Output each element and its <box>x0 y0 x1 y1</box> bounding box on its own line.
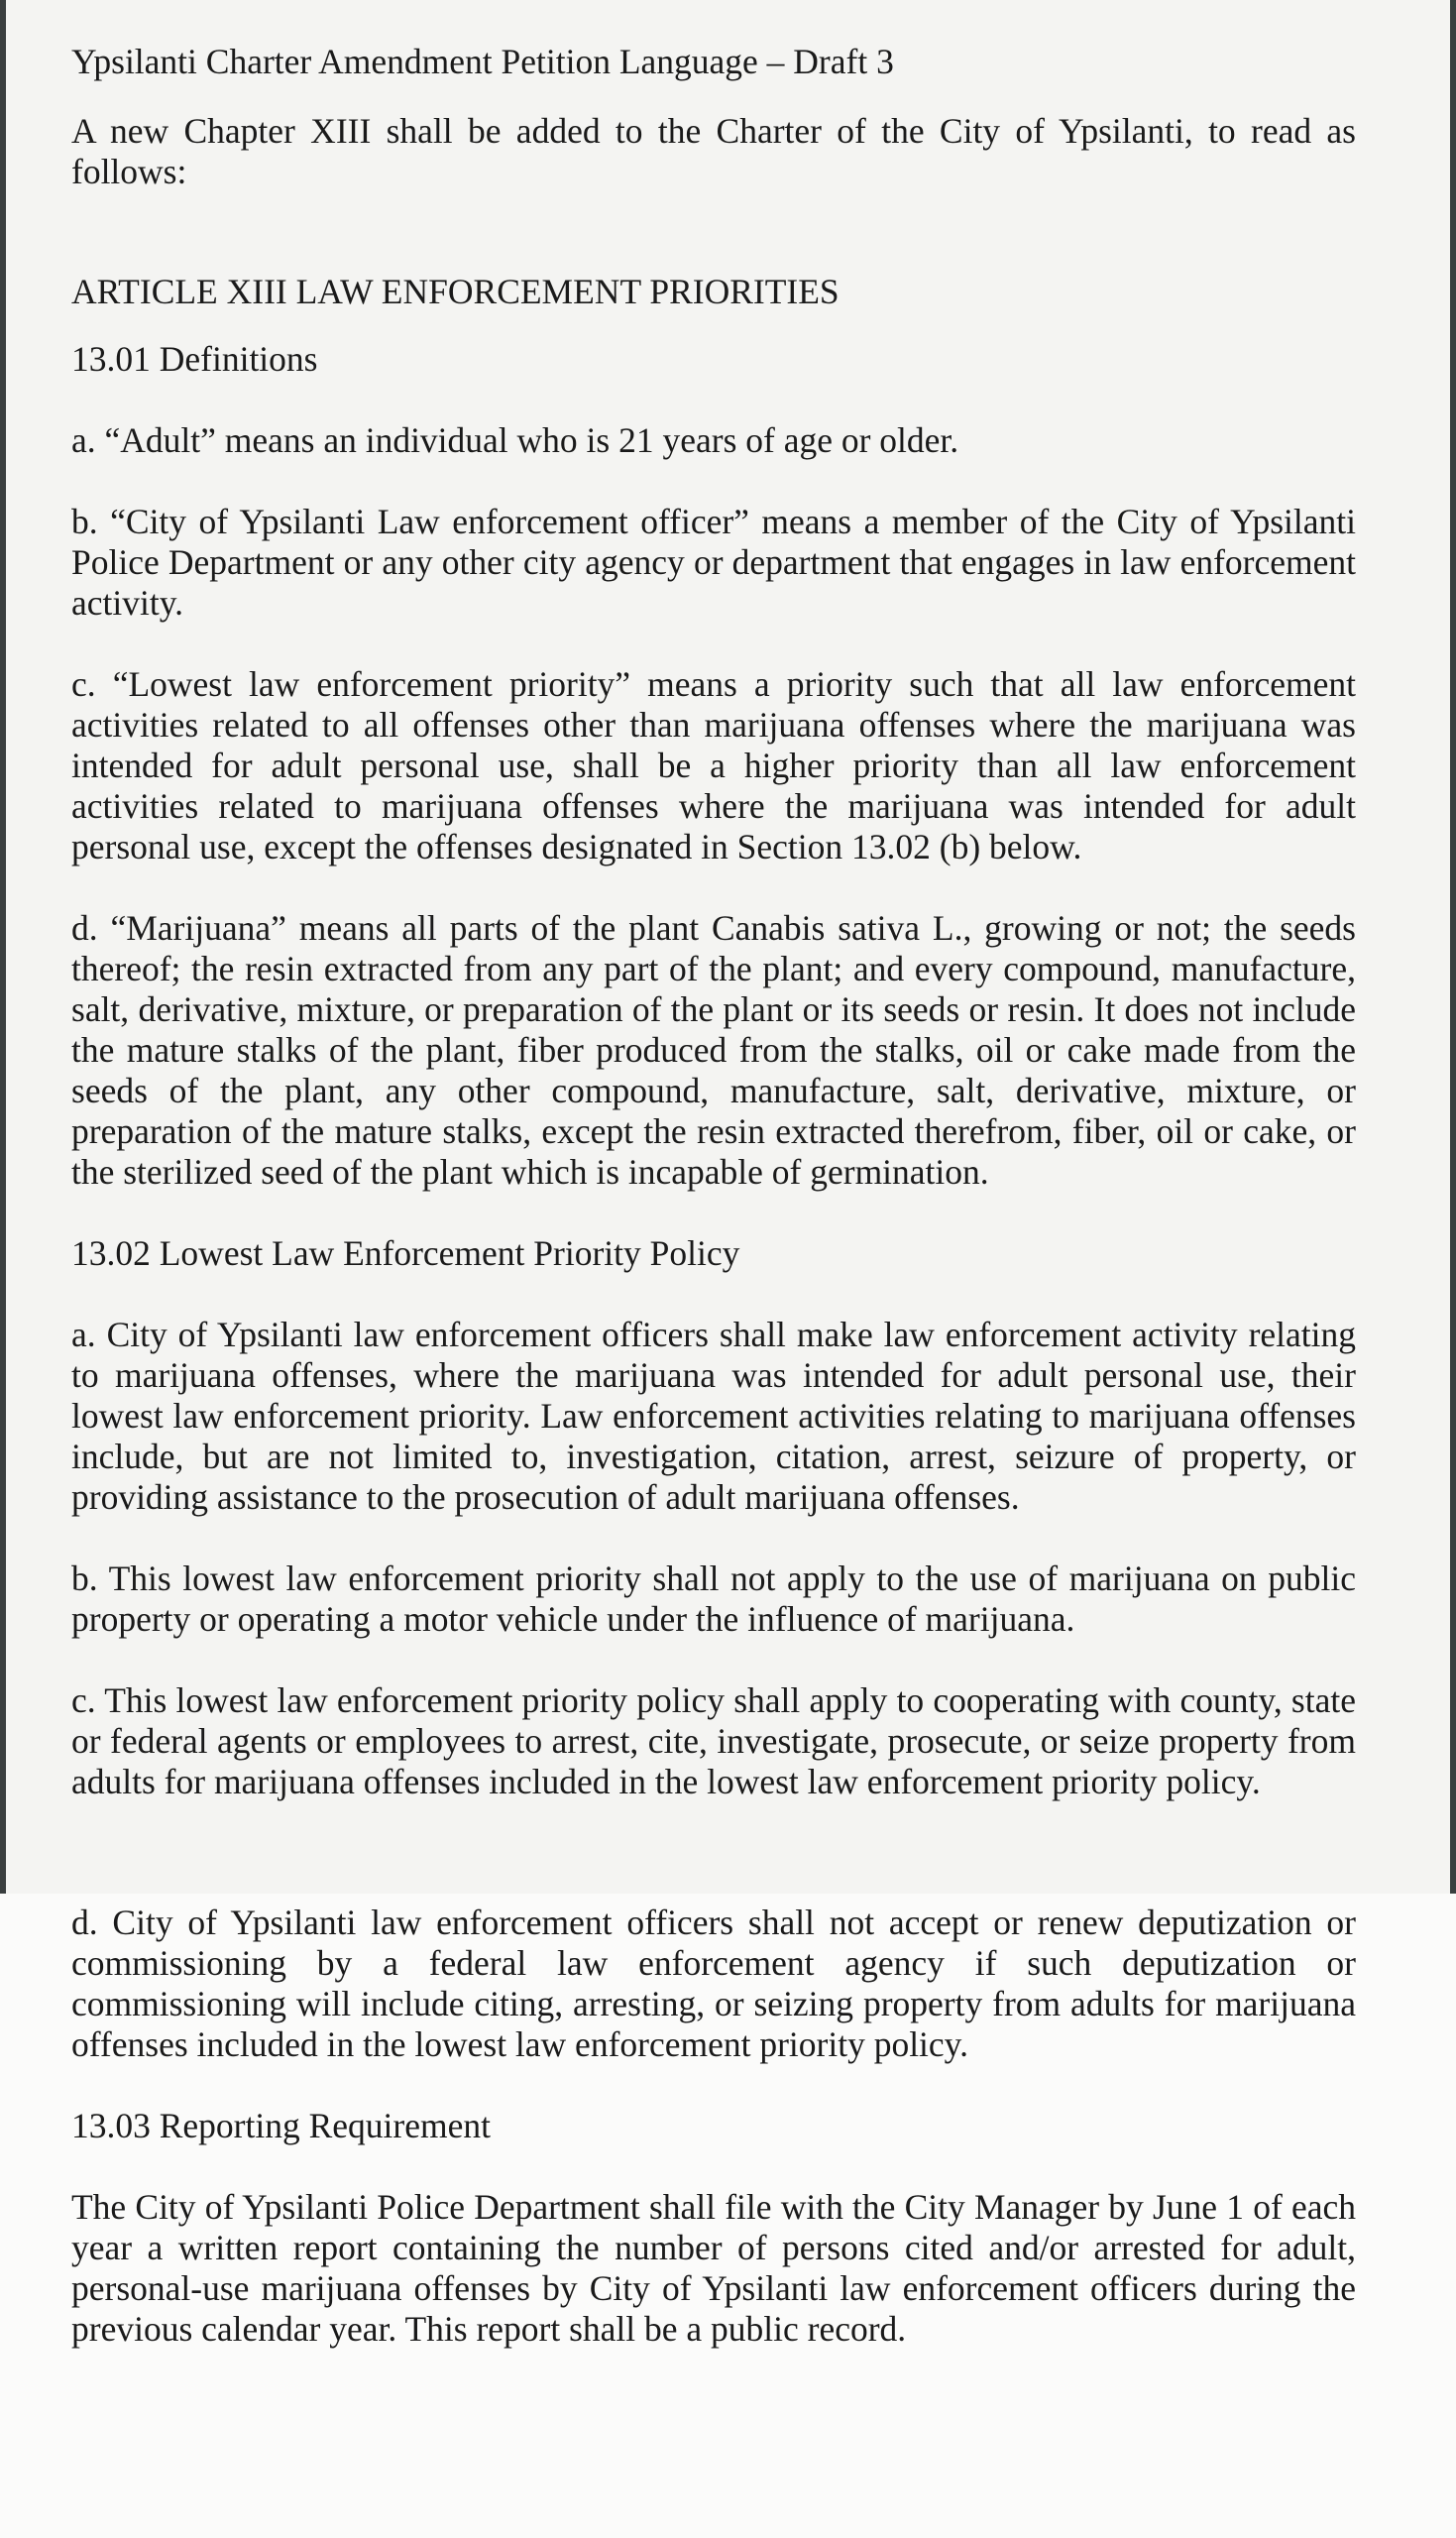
reporting-paragraph: The City of Ypsilanti Police Department shall file with the City Manager by June 1 of each year a written report containing the number of persons cited and/or arrested for adult, personal-use marijuana offenses by City of Ypsilanti law enforcement officers during the previous calendar year. This report shall be a public record. <box>71 2187 1356 2349</box>
article-heading: ARTICLE XIII LAW ENFORCEMENT PRIORITIES <box>71 272 840 311</box>
page-break-gap <box>71 1843 1356 1903</box>
policy-a: a. City of Ypsilanti law enforcement officers shall make law enforcement activity relating to marijuana offenses, where the marijuana was intended for adult personal use, their lowest law enforcement priority. Law enforcement activities relating to marijuana offenses include, but are not limited to, investigation, citation, arrest, seizure of property, or providing assistance to the prosecution of adult marijuana offenses. <box>71 1315 1356 1517</box>
definition-c: c. “Lowest law enforcement priority” means a priority such that all law enforcement activities related to all offenses other than marijuana offenses where the marijuana was intended for adult personal use, shall be a higher priority than all law enforcement activities related to marijuana offenses where the marijuana was intended for adult personal use, except the offenses designated in Section 13.02 (b) below. <box>71 664 1356 866</box>
policy-b: b. This lowest law enforcement priority shall not apply to the use of marijuana on public property or operating a motor vehicle under the influence of marijuana. <box>71 1558 1356 1639</box>
intro-paragraph: A new Chapter XIII shall be added to the Charter of the City of Ypsilanti, to read as follows: <box>71 111 1356 191</box>
section-heading-13-03: 13.03 Reporting Requirement <box>71 2106 491 2145</box>
definition-d: d. “Marijuana” means all parts of the plant Canabis sativa L., growing or not; the seeds thereof; the resin extracted from any part of the plant; and every compound, manufacture, salt, derivative, mixture, or preparation of the plant or its seeds or resin. It does not include the mature stalks of the plant, fiber produced from the stalks, oil or cake made from the seeds of the plant, any other compound, manufacture, salt, derivative, mixture, or preparation of the mature stalks, except the resin extracted therefrom, fiber, oil or cake, or the sterilized seed of the plant which is incapable of germination. <box>71 908 1356 1192</box>
section-heading-13-01: 13.01 Definitions <box>71 339 318 379</box>
policy-d: d. City of Ypsilanti law enforcement officers shall not accept or renew deputization or commissioning by a federal law enforcement agency if such deputization or commissioning will include citing, arresting, or seizing property from adults for marijuana offenses included in the lowest law enforcement priority policy. <box>71 1903 1356 2064</box>
document-title: Ypsilanti Charter Amendment Petition Language – Draft 3 <box>71 42 894 81</box>
definition-a: a. “Adult” means an individual who is 21 years of age or older. <box>71 420 959 460</box>
definition-b: b. “City of Ypsilanti Law enforcement officer” means a member of the City of Ypsilanti Police Department or any other city agency or department that engages in law enforcement activity. <box>71 502 1356 623</box>
section-heading-13-02: 13.02 Lowest Law Enforcement Priority Policy <box>71 1233 740 1273</box>
document-body <box>71 42 1356 2390</box>
policy-c: c. This lowest law enforcement priority policy shall apply to cooperating with county, state or federal agents or employees to arrest, cite, investigate, prosecute, or seize property from adults for marijuana offenses included in the lowest law enforcement priority policy. <box>71 1680 1356 1801</box>
